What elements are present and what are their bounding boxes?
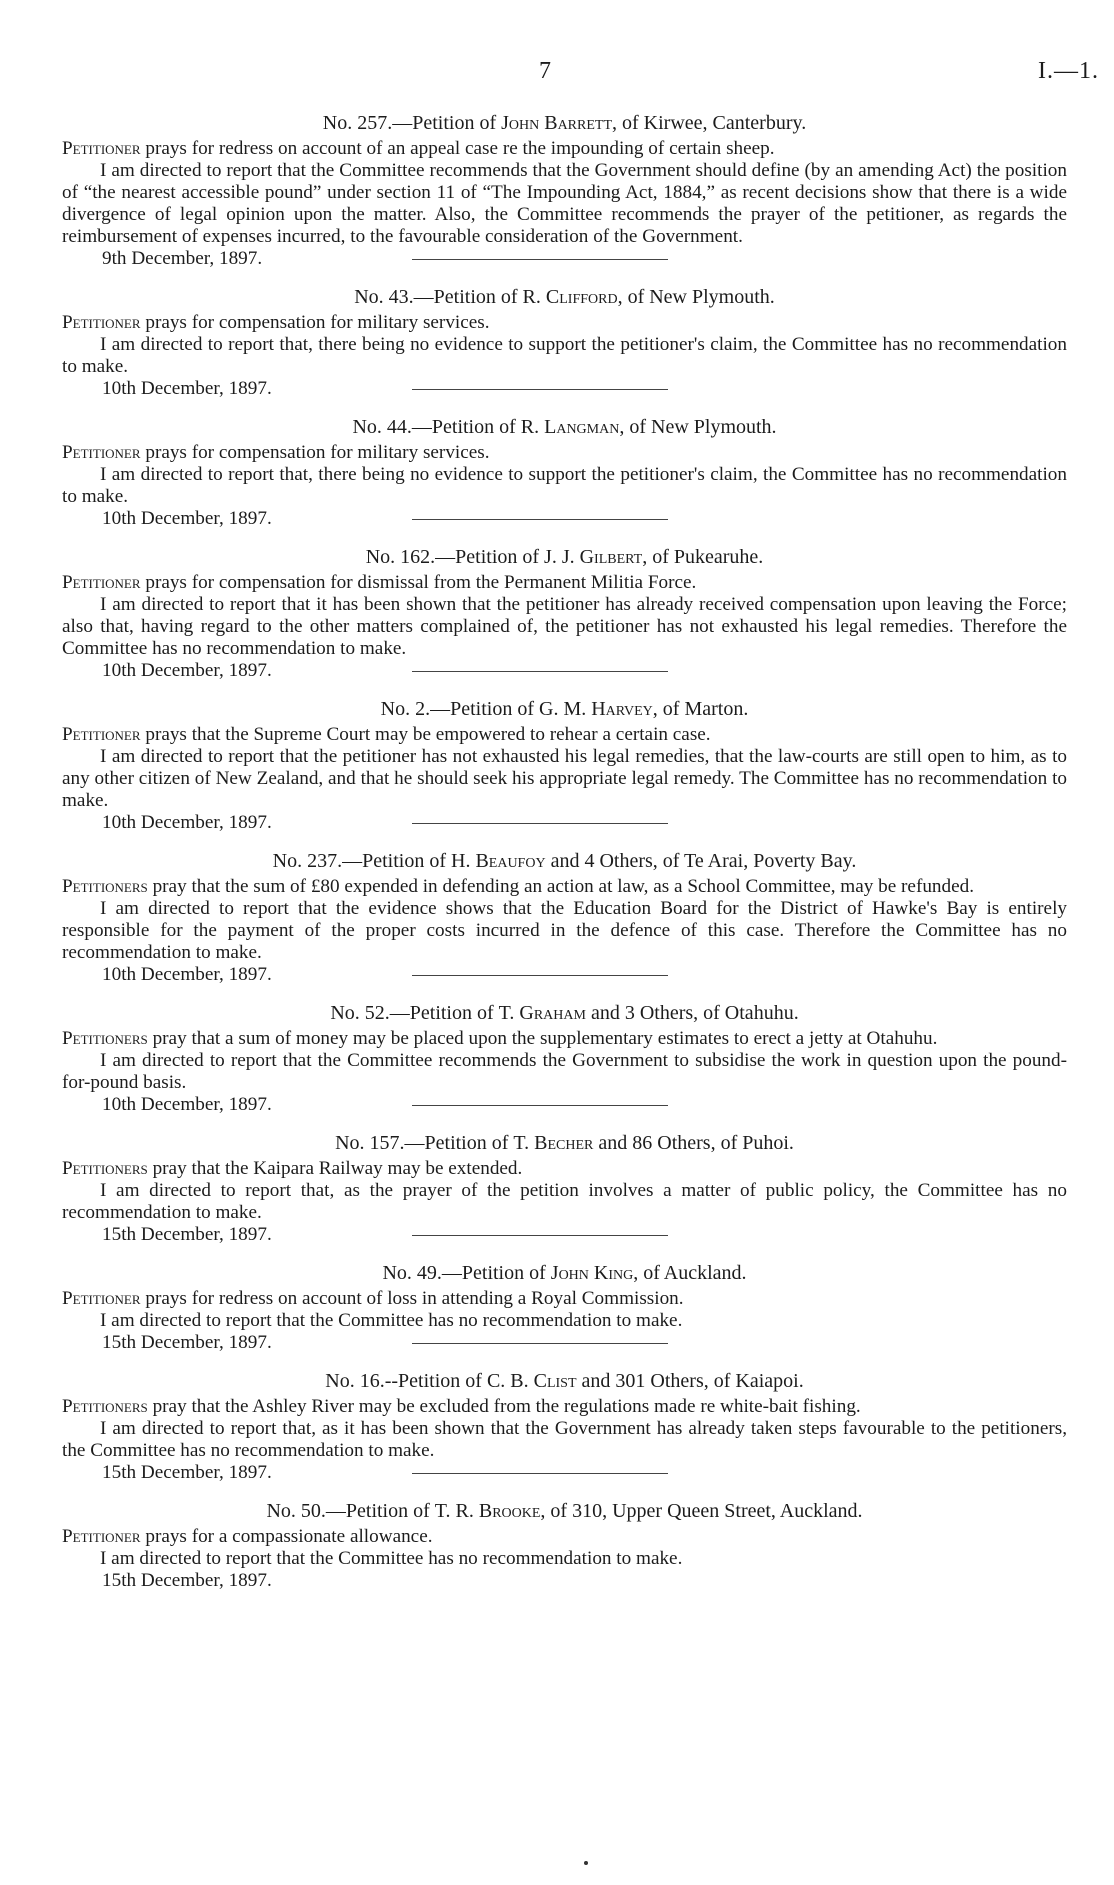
petition-heading (62, 544, 1067, 570)
petition-heading-tail: , of Auckland. (633, 1262, 747, 1284)
petition-entry (62, 1368, 1067, 1484)
petition-date-line (62, 1462, 1067, 1484)
petitions-list (62, 110, 1067, 1592)
petition-date-line (62, 508, 1067, 530)
petition-heading (62, 110, 1067, 136)
divider-rule (412, 259, 668, 260)
prayer-lead: Petitioner (62, 724, 141, 745)
petition-prayer (62, 1396, 1067, 1418)
petitioner-name: G. M. Harvey (539, 698, 653, 720)
page-number: 7 (539, 58, 551, 84)
petition-prayer (62, 1028, 1067, 1050)
petition-entry (62, 848, 1067, 986)
petitioner-name: T. Graham (498, 1002, 586, 1024)
petition-heading-sep: —Petition of (441, 1262, 551, 1284)
petition-heading-sep: —Petition of (413, 286, 523, 308)
petition-report: I am directed to report that the Committee has no recommendation to make. (100, 1548, 683, 1569)
prayer-lead: Petitioners (62, 1396, 148, 1417)
petition-date: 10th December, 1897. (102, 660, 272, 681)
petition-heading-sep: —Petition of (430, 698, 539, 720)
prayer-text: prays for compensation for military services. (140, 442, 490, 463)
petition-heading-sep: —Petition of (404, 1132, 514, 1154)
petition-heading (62, 1000, 1067, 1026)
divider-rule (412, 975, 668, 976)
petition-date-line (62, 1094, 1067, 1116)
petition-prayer (62, 572, 1067, 594)
petition-heading (62, 1368, 1067, 1394)
prayer-lead: Petitioners (62, 1028, 148, 1049)
prayer-lead: Petitioner (62, 1526, 141, 1547)
petition-heading (62, 848, 1067, 874)
prayer-text: prays for a compassionate allowance. (140, 1526, 433, 1547)
petitioner-name: R. Clifford (522, 286, 618, 308)
petition-date-line (62, 812, 1067, 834)
petition-number: No. 2. (380, 698, 431, 720)
petition-prayer (62, 312, 1067, 334)
petition-prayer (62, 1288, 1067, 1310)
petitioner-name: H. Beaufoy (451, 850, 546, 872)
petition-date-line (62, 964, 1067, 986)
petition-date: 10th December, 1897. (102, 812, 272, 833)
petition-report: I am directed to report that, there being no evidence to support the petitioner's claim, the Committee has no recommendation to make. (62, 464, 1067, 507)
petitioner-name: John King (550, 1262, 634, 1284)
petition-entry (62, 1130, 1067, 1246)
petition-number: No. 237. (272, 850, 343, 872)
petition-heading-sep: --Petition of (384, 1370, 487, 1392)
petition-report: I am directed to report that it has been shown that the petitioner has already received compensation upon leaving the Force; also that, having regard to the other matters complained of, the petitioner has not exhausted his legal remedies. Therefore the Committee has no recommendation to make. (62, 594, 1067, 659)
divider-rule (412, 389, 668, 390)
petition-number: No. 257. (322, 112, 393, 134)
petition-report: I am directed to report that, there being no evidence to support the petitioner's claim, the Committee has no recommendation to make. (62, 334, 1067, 377)
petition-heading-tail: and 86 Others, of Puhoi. (593, 1132, 794, 1154)
petition-entry (62, 544, 1067, 682)
divider-rule (412, 1343, 668, 1344)
petition-date-line (62, 660, 1067, 682)
petition-date: 9th December, 1897. (102, 248, 263, 269)
prayer-lead: Petitioners (62, 876, 148, 897)
petition-prayer (62, 1526, 1067, 1548)
prayer-lead: Petitioner (62, 312, 141, 333)
prayer-text: pray that the Kaipara Railway may be extended. (147, 1158, 523, 1179)
petition-heading-sep: —Petition of (411, 416, 521, 438)
petition-date: 10th December, 1897. (102, 378, 272, 399)
petition-number: No. 50. (266, 1500, 326, 1522)
petition-heading-tail: and 301 Others, of Kaiapoi. (576, 1370, 804, 1392)
petition-heading-sep: —Petition of (392, 112, 502, 134)
petition-entry (62, 1498, 1067, 1592)
petitioner-name: John Barrett (501, 112, 613, 134)
divider-rule (412, 1235, 668, 1236)
prayer-lead: Petitioner (62, 138, 141, 159)
petition-entry (62, 696, 1067, 834)
divider-rule (412, 671, 668, 672)
petition-date-line (62, 1332, 1067, 1354)
petition-entry (62, 284, 1067, 400)
petition-date: 10th December, 1897. (102, 1094, 272, 1115)
petition-date-line (62, 1224, 1067, 1246)
petition-heading (62, 1260, 1067, 1286)
petition-prayer (62, 1158, 1067, 1180)
petition-report: I am directed to report that the petitioner has not exhausted his legal remedies, that the law-courts are still open to him, as to any other citizen of New Zealand, and that he should seek his appropriate legal remedy. The Committee has no recommendation to make. (62, 746, 1067, 811)
petition-prayer (62, 442, 1067, 464)
petition-heading (62, 696, 1067, 722)
petitioner-name: T. Becher (513, 1132, 594, 1154)
petition-report: I am directed to report that, as it has been shown that the Government has already taken steps favourable to the petitioners, the Committee has no recommendation to make. (62, 1418, 1067, 1461)
petition-entry (62, 1000, 1067, 1116)
prayer-text: prays for compensation for dismissal from the Permanent Militia Force. (140, 572, 697, 593)
petition-date-line (62, 248, 1067, 270)
petition-number: No. 157. (335, 1132, 405, 1154)
petition-heading-tail: , of Pukearuhe. (642, 546, 764, 568)
petition-heading-tail: , of New Plymouth. (617, 286, 775, 308)
petition-number: No. 52. (330, 1002, 390, 1024)
petition-entry (62, 110, 1067, 270)
prayer-text: prays for compensation for military services. (140, 312, 490, 333)
petition-heading-tail: , of Kirwee, Canterbury. (612, 112, 807, 134)
divider-rule (412, 823, 668, 824)
petition-heading-tail: and 3 Others, of Otahuhu. (585, 1002, 799, 1024)
petitioner-name: J. J. Gilbert (544, 546, 643, 568)
page-reference: I.—1. (1038, 58, 1099, 84)
divider-rule (412, 519, 668, 520)
petition-report: I am directed to report that the evidence shows that the Education Board for the District of Hawke's Bay is entirely responsible for the payment of the proper costs incurred in the defence of this case. Therefore the Committee has no recommendation to make. (62, 898, 1067, 963)
petition-prayer (62, 876, 1067, 898)
prayer-lead: Petitioner (62, 442, 141, 463)
petition-heading-tail: and 4 Others, of Te Arai, Poverty Bay. (545, 850, 857, 872)
petition-date: 10th December, 1897. (102, 508, 272, 529)
prayer-text: prays that the Supreme Court may be empowered to rehear a certain case. (140, 724, 711, 745)
prayer-lead: Petitioner (62, 1288, 141, 1309)
divider-rule (412, 1473, 668, 1474)
petition-number: No. 43. (354, 286, 414, 308)
divider-rule (412, 1105, 668, 1106)
page-mark (584, 1861, 588, 1865)
petition-date: 10th December, 1897. (102, 964, 272, 985)
petitioner-name: C. B. Clist (486, 1370, 577, 1392)
petition-heading-tail: , of New Plymouth. (619, 416, 777, 438)
petition-number: No. 16. (325, 1370, 385, 1392)
petition-prayer (62, 138, 1067, 160)
prayer-text: prays for redress on account of loss in attending a Royal Commission. (140, 1288, 684, 1309)
prayer-text: prays for redress on account of an appeal case re the impounding of certain sheep. (140, 138, 775, 159)
prayer-text: pray that a sum of money may be placed upon the supplementary estimates to erect a jetty at Otahuhu. (147, 1028, 938, 1049)
petition-heading-tail: , of 310, Upper Queen Street, Auckland. (540, 1500, 863, 1522)
petition-number: No. 49. (382, 1262, 442, 1284)
petition-heading (62, 1130, 1067, 1156)
petition-number: No. 44. (352, 416, 412, 438)
petition-report: I am directed to report that the Committee recommends that the Government should define (by an amending Act) the position of “the nearest accessible pound” under section 11 of “The Impounding Act, 1884,” as recent decisions show that there is a wide divergence of legal opinion upon the matter. Also, the Committee recommends the prayer of the petitioner, as regards the reimbursement of expenses incurred, to the favourable consideration of the Government. (62, 160, 1067, 247)
petition-heading (62, 414, 1067, 440)
petition-entry (62, 414, 1067, 530)
prayer-text: pray that the sum of £80 expended in defending an action at law, as a School Committee, may be refunded. (147, 876, 975, 897)
petition-heading-sep: —Petition of (342, 850, 451, 872)
petition-heading-sep: —Petition of (325, 1500, 435, 1522)
petition-date-line (62, 378, 1067, 400)
prayer-text: pray that the Ashley River may be excluded from the regulations made re white-bait fishing. (147, 1396, 861, 1417)
petition-date-line (62, 1570, 1067, 1592)
petition-report: I am directed to report that the Committee has no recommendation to make. (100, 1310, 683, 1331)
petition-heading (62, 1498, 1067, 1524)
petition-report: I am directed to report that, as the prayer of the petition involves a matter of public policy, the Committee has no recommendation to make. (62, 1180, 1067, 1223)
petition-prayer (62, 724, 1067, 746)
petition-date: 15th December, 1897. (102, 1462, 272, 1483)
petition-date: 15th December, 1897. (102, 1224, 272, 1245)
prayer-lead: Petitioner (62, 572, 141, 593)
petition-heading-sep: —Petition of (435, 546, 545, 568)
petition-date: 15th December, 1897. (102, 1332, 272, 1353)
petition-entry (62, 1260, 1067, 1354)
petition-number: No. 162. (365, 546, 436, 568)
prayer-lead: Petitioners (62, 1158, 148, 1179)
petition-heading-sep: —Petition of (389, 1002, 499, 1024)
petition-date: 15th December, 1897. (102, 1570, 272, 1591)
petitioner-name: R. Langman (520, 416, 620, 438)
petition-report: I am directed to report that the Committee recommends the Government to subsidise the work in question upon the pound-for-pound basis. (62, 1050, 1067, 1093)
petition-heading (62, 284, 1067, 310)
petition-heading-tail: , of Marton. (652, 698, 749, 720)
petitioner-name: T. R. Brooke (434, 1500, 541, 1522)
